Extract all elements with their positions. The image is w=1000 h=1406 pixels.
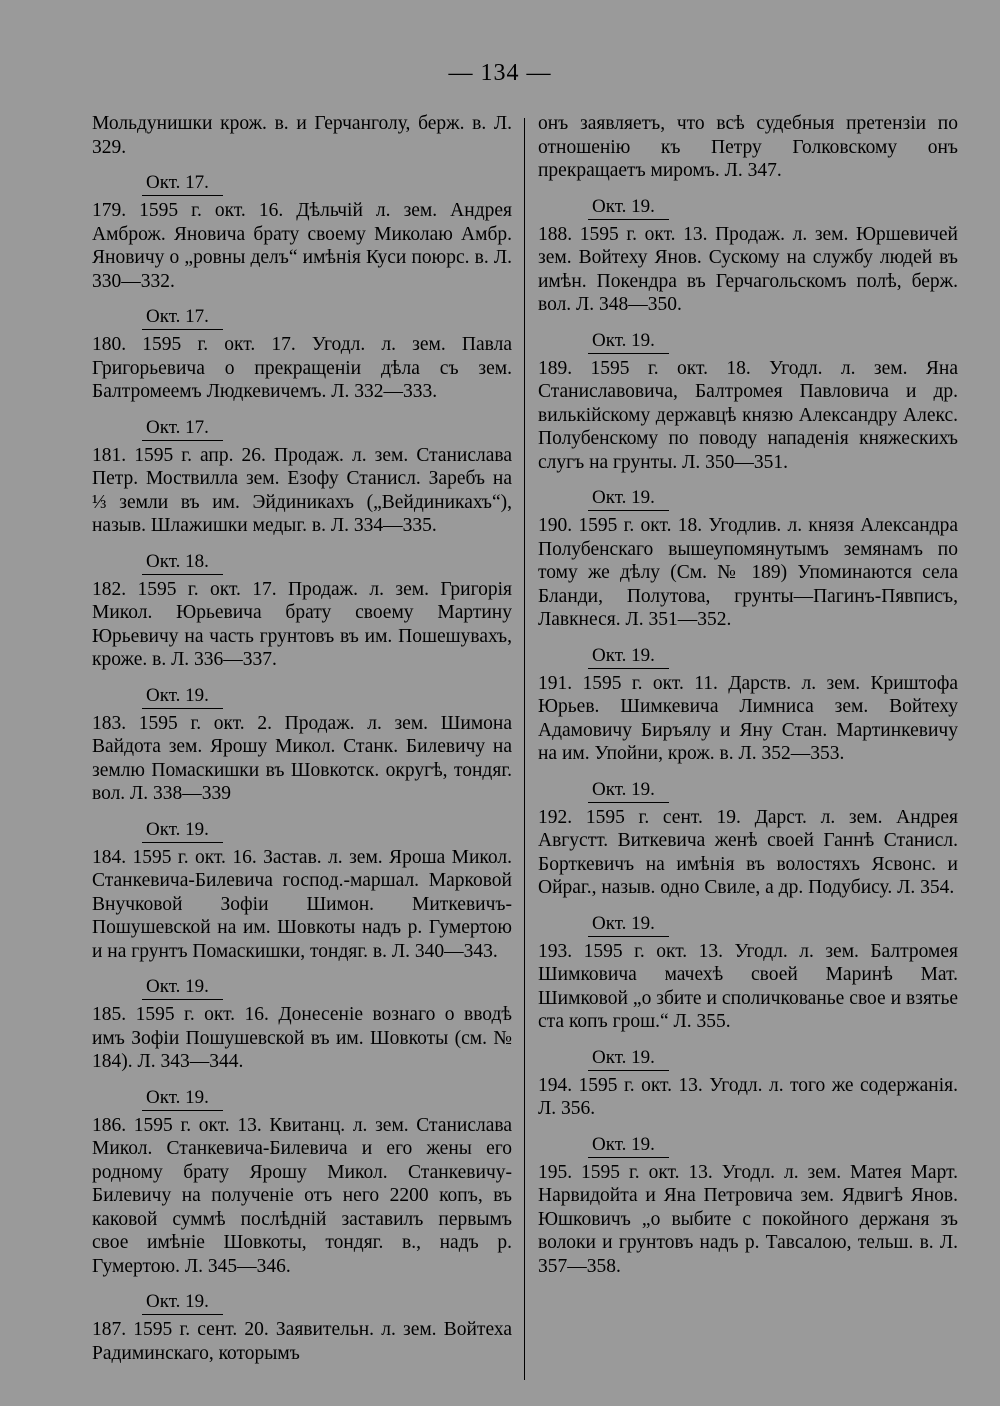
entry [92, 1278, 512, 1365]
entry [538, 766, 958, 900]
entry [92, 538, 512, 672]
entry-date: Окт. 19. [142, 685, 223, 709]
entry-text: 185. 1595 г. окт. 16. Донесеніе вознаго о вводѣ имъ Зофіи Пошушевской въ им. Шовкоты (см. № 184). Л. 343—344. [92, 1004, 512, 1072]
entry-text: 186. 1595 г. окт. 13. Квитанц. л. зем. Станислава Микол. Станкевича-Билевича и его жены его родному брату Ярошу Микол. Станкевичу-Билевичу на полученіе отъ него 2200 копъ, въ каковой суммѣ послѣдній заставилъ первымъ свое имѣніе Шовкоты, тондяг. в., надъ р. Гумертою. Л. 345—346. [92, 1114, 512, 1277]
entry-date: Окт. 19. [588, 1047, 669, 1071]
entry-date: Окт. 19. [588, 1134, 669, 1158]
entry-date: Окт. 19. [588, 779, 669, 803]
entry-text: 183. 1595 г. окт. 2. Продаж. л. зем. Шимона Вайдота зем. Ярошу Микол. Станк. Билевичу на землю Помаскишки въ Шовкотск. округѣ, тондяг. вол. Л. 338—339 [92, 712, 512, 804]
entry-date: Окт. 19. [588, 487, 669, 511]
entry-continuation [92, 112, 512, 159]
entry-date: Окт. 17. [142, 172, 223, 196]
entry-date: Окт. 19. [588, 913, 669, 937]
entry [92, 806, 512, 964]
entry-date: Окт. 17. [142, 306, 223, 330]
entry [538, 474, 958, 632]
entry-text: 192. 1595 г. сент. 19. Дарст. л. зем. Андрея Августт. Виткевича женѣ своей Ганнѣ Станисл. Борткевичъ на имѣнія въ волостяхъ Ясвонс. и Ойраг., назыв. одно Свиле, а др. Подубису. Л. 354. [538, 806, 958, 898]
entry-date: Окт. 19. [142, 1087, 223, 1111]
entry-text: 189. 1595 г. окт. 18. Угодл. л. зем. Яна Станиславовича, Балтромея Павловича и др. вилькійскому державцѣ князю Александру Алекс. Полубенскому по поводу нападенія княжескихъ слугъ на грунты. Л. 350—351. [538, 357, 958, 473]
entry-text: 190. 1595 г. окт. 18. Угодлив. л. князя Александра Полубенскаго вышеупомянутымъ земянамъ по тому же дѣлу (См. № 189) Упоминаются села Бланди, Полутова, грунты—Пагинъ-Пявписъ, Лавкнеся. Л. 351—352. [538, 515, 958, 630]
entry-text: 180. 1595 г. окт. 17. Угодл. л. зем. Павла Григорьевича о прекращеніи дѣла съ зем. Балтромеемъ Людкевичемъ. Л. 332—333. [92, 334, 512, 402]
entry-date: Окт. 17. [142, 417, 223, 441]
entry-date: Окт. 18. [142, 551, 223, 575]
entry-continuation [538, 112, 958, 183]
entry-text: Мольдунишки крож. в. и Герчанголу, берж. в. Л. 329. [92, 113, 512, 158]
entry-date: Окт. 19. [142, 976, 223, 1000]
entry-date: Окт. 19. [588, 330, 669, 354]
entry [92, 404, 512, 538]
entry [92, 293, 512, 404]
entry [538, 1034, 958, 1121]
entry [538, 183, 958, 317]
entry-text: онъ заявляетъ, что всѣ судебныя претензіи по отношенію къ Петру Голковскому онъ прекращаетъ миромъ. Л. 347. [538, 113, 958, 181]
entry-text: 193. 1595 г. окт. 13. Угодл. л. зем. Балтромея Шимковича мачехѣ своей Маринѣ Мат. Шимковой „о збите и споличкованье свое и взятье ста копъ грош.“ Л. 355. [538, 940, 958, 1032]
entry-text: 179. 1595 г. окт. 16. Дѣльчій л. зем. Андрея Амброж. Яновича брату своему Миколаю Амбр. Яновичу о „ровны делъ“ имѣнія Куси поюрс. в. Л. 330—332. [92, 200, 512, 292]
entry-text: 188. 1595 г. окт. 13. Продаж. л. зем. Юршевичей зем. Войтеху Янов. Сускому на службу людей въ имѣн. Покендра въ Герчагольскомъ полѣ, берж. вол. Л. 348—350. [538, 223, 958, 315]
entry-date: Окт. 19. [142, 1291, 223, 1315]
entry-date: Окт. 19. [588, 645, 669, 669]
entry-text: 187. 1595 г. сент. 20. Заявительн. л. зем. Войтеха Радиминскаго, которымъ [92, 1319, 512, 1364]
entry [538, 632, 958, 766]
entry [92, 963, 512, 1074]
column-divider [524, 118, 525, 1380]
entry-text: 181. 1595 г. апр. 26. Продаж. л. зем. Станислава Петр. Моствилла зем. Езофу Станисл. Заребъ на ⅓ земли въ им. Эйдиникахъ („Вейдиникахъ“), назыв. Шлажишки медыг. в. Л. 334—335. [92, 444, 512, 536]
right-column [538, 112, 958, 1278]
entry [92, 159, 512, 293]
entry-text: 194. 1595 г. окт. 13. Угодл. л. того же содержанія. Л. 356. [538, 1074, 958, 1119]
page-number: — 134 — [448, 60, 552, 86]
entry [538, 317, 958, 475]
entry [92, 672, 512, 806]
entry [92, 1074, 512, 1279]
entry-text: 182. 1595 г. окт. 17. Продаж. л. зем. Григорія Микол. Юрьевича брату своему Мартину Юрьевичу на часть грунтовъ въ им. Пошешувахъ, кроже. в. Л. 336—337. [92, 578, 512, 670]
entry [538, 900, 958, 1034]
entry-text: 195. 1595 г. окт. 13. Угодл. л. зем. Матея Март. Нарвидойта и Яна Петровича зем. Ядвигѣ Янов. Юшковичъ „о выбите с покойного держаня зъ волоки и грунтовъ надъ р. Тавсалою, тельш. в. Л. 357—358. [538, 1161, 958, 1277]
entry-text: 184. 1595 г. окт. 16. Застав. л. зем. Ярошa Микол. Станкевича-Билевича господ.-маршал. Марковой Внучковой Зофіи Шимон. Миткевичъ-Пошушевской на им. Шовкоты надъ р. Гумертою и на грунтъ Помаскишки, тондяг. в. Л. 340—343. [92, 846, 512, 962]
entry-date: Окт. 19. [588, 196, 669, 220]
entry [538, 1121, 958, 1279]
entry-date: Окт. 19. [142, 819, 223, 843]
left-column [92, 112, 512, 1365]
entry-text: 191. 1595 г. окт. 11. Дарств. л. зем. Криштофа Юрьев. Шимкевича Лимниса зем. Войтеху Адамовичу Биръялу и Яну Стан. Мартинкевичу на им. Упойни, крож. в. Л. 352—353. [538, 672, 958, 764]
